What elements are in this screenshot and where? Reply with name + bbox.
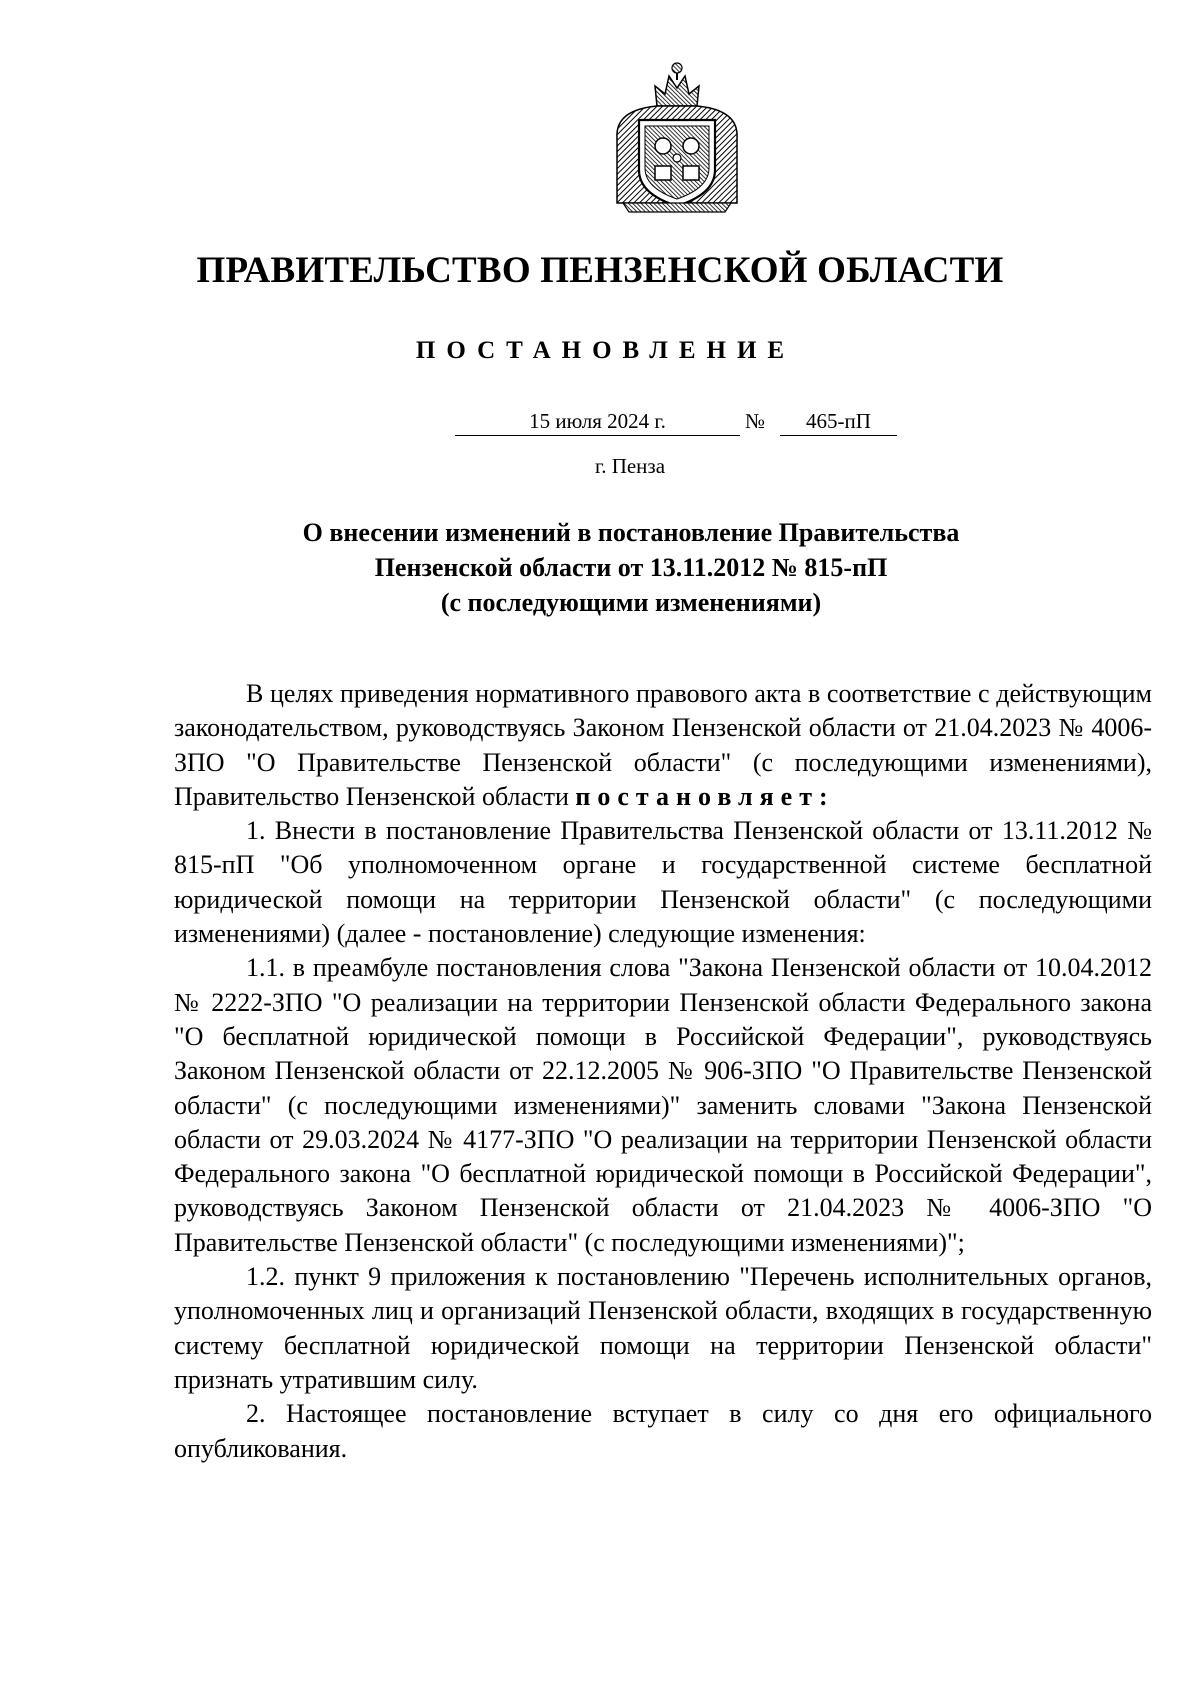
paragraph-1: 1. Внести в постановление Правительства Пензенской области от 13.11.2012 № 815-пП "Об уполномоченном органе и государственной системе бесплатной юридической помощи на территории Пензенской области" (с последующими изменениями) (далее - постановление) следующие изменения: bbox=[174, 816, 1152, 949]
heading-line-1: О внесении изменений в постановление Правительства bbox=[302, 518, 960, 547]
preamble-paragraph bbox=[174, 677, 1152, 814]
preamble-text: В целях приведения нормативного правового акта в соответствие с действующим законодательством, руководствуясь Законом Пензенской области от 21.04.2023 № 4006-ЗПО "О Правительстве Пензенской области" (с последующими изменениями), Правительство Пензенской области bbox=[174, 679, 1152, 811]
document-body bbox=[174, 677, 1152, 1466]
heading-line-2: Пензенской области от 13.11.2012 № 815-пП bbox=[374, 553, 888, 582]
document-type: ПОСТАНОВЛЕНИЕ bbox=[415, 337, 796, 364]
paragraph-1-1: 1.1. в преамбуле постановления слова "Закона Пензенской области от 10.04.2012 № 2222-ЗПО "О реализации на территории Пензенской области Федерального закона "О бесплатной юридической помощи в Российской Федерации", руководствуясь Законом Пензенской области от 22.12.2005 № 906-ЗПО "О Правительстве Пензенской области" (с последующими изменениями)" заменить словами "Закона Пензенской области от 29.03.2024 № 4177-ЗПО "О реализации на территории Пензенской области Федерального закона "О бесплатной юридической помощи в Российской Федерации", руководствуясь Законом Пензенской области от 21.04.2023 № 4006-ЗПО "О Правительстве Пензенской области" (с последующими изменениями)"; bbox=[174, 953, 1152, 1257]
resolves-word: постановляет: bbox=[575, 781, 835, 811]
coat-of-arms-icon bbox=[597, 58, 757, 216]
number-sign: № bbox=[745, 409, 766, 433]
paragraph-2: 2. Настоящее постановление вступает в силу со дня его официального опубликования. bbox=[174, 1399, 1152, 1463]
paragraph-1-2: 1.2. пункт 9 приложения к постановлению "Перечень исполнительных органов, уполномоченных лиц и организаций Пензенской области, входящих в государственную систему бесплатной юридической помощи на территории Пензенской области" признать утратившим силу. bbox=[174, 1262, 1152, 1394]
organization-title: ПРАВИТЕЛЬСТВО ПЕНЗЕНСКОЙ ОБЛАСТИ bbox=[196, 250, 1004, 291]
document-place: г. Пенза bbox=[594, 454, 666, 478]
heading-line-3: (с последующими изменениями) bbox=[440, 588, 822, 617]
document-number: 465-пП bbox=[780, 408, 897, 436]
document-heading bbox=[200, 515, 1062, 620]
document-date: 15 июля 2024 г. bbox=[455, 408, 740, 436]
